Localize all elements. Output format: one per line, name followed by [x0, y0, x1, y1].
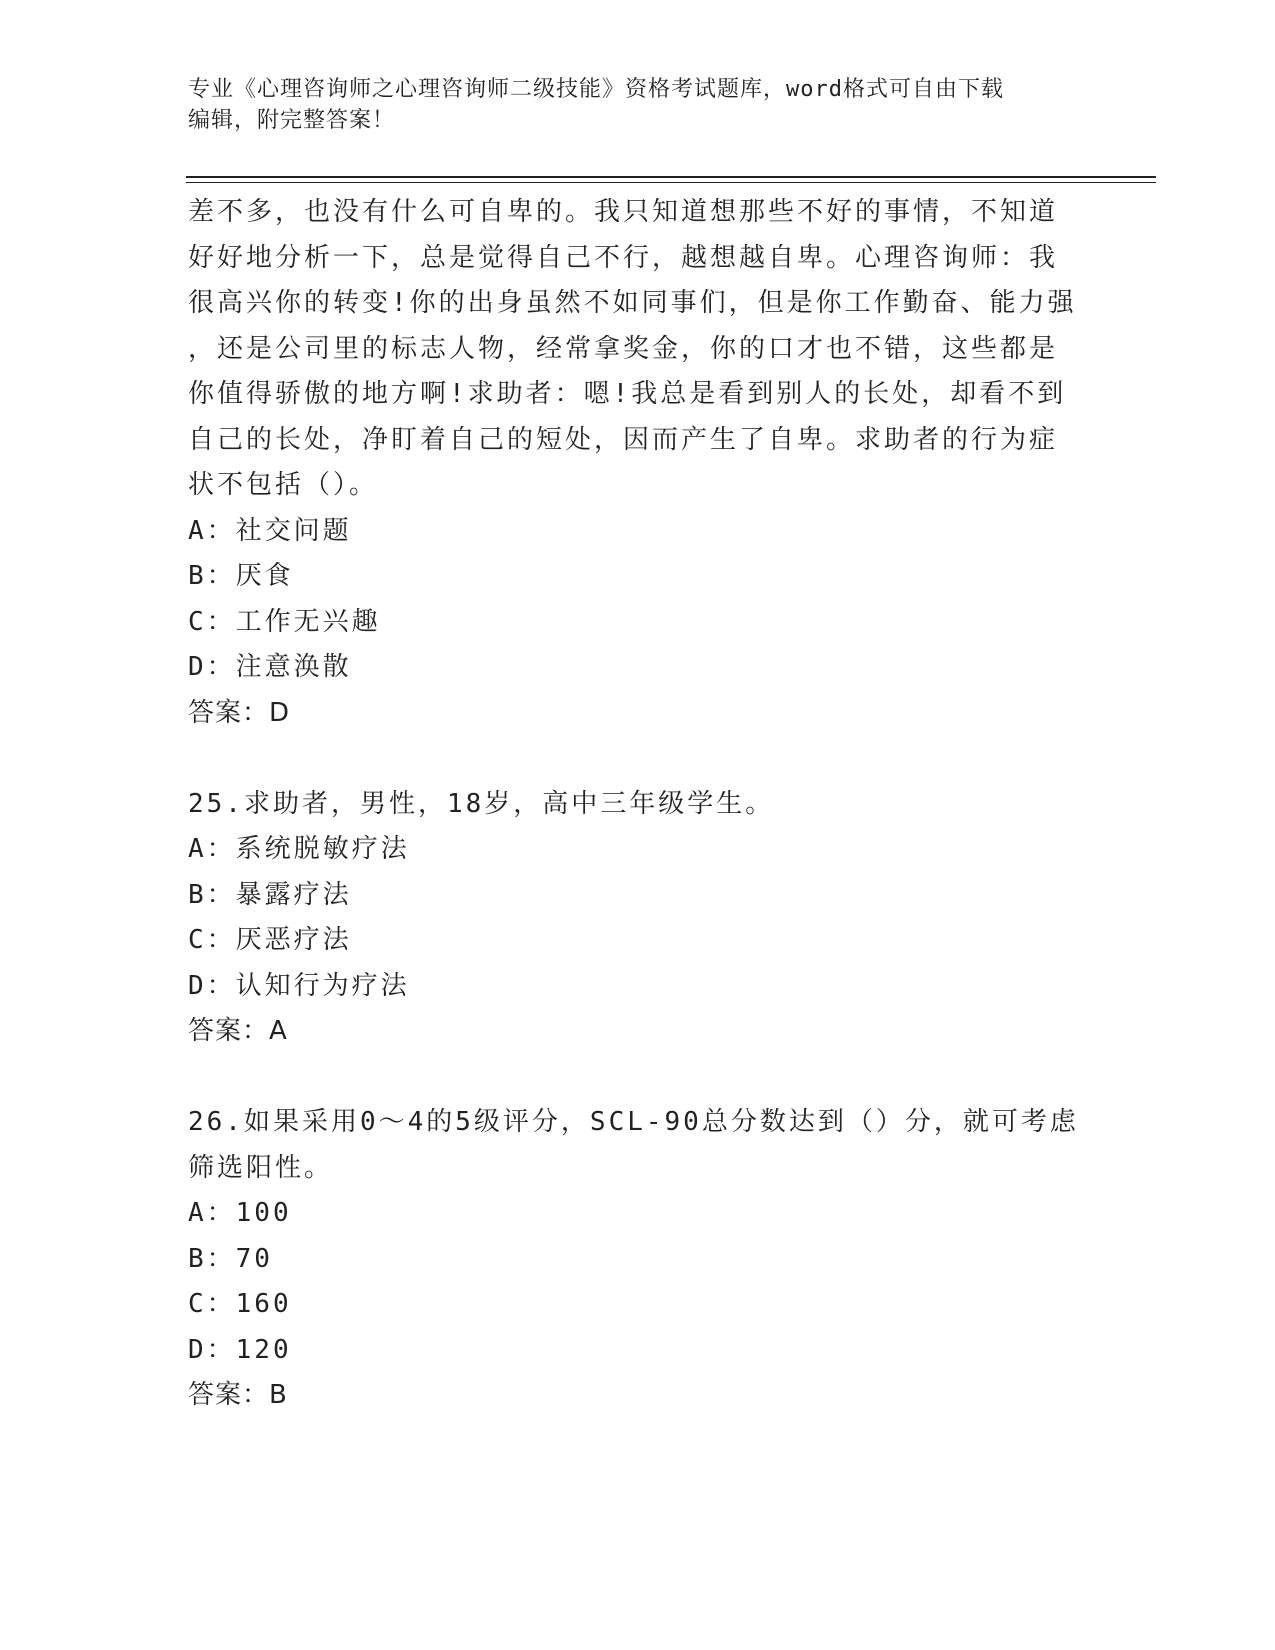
option-b: B：暴露疗法: [188, 879, 352, 910]
option-b: B：厌食: [188, 561, 294, 591]
question-stem-line: 26.如果采用0～4的5级评分，SCL-90总分数达到（）分，就可考虑: [188, 1107, 1079, 1137]
question-24-continuation: [188, 190, 1088, 736]
header-divider-thick: [186, 176, 1156, 178]
question-stem-line: 好好地分析一下，总是觉得自己不行，越想越自卑。心理咨询师：我: [188, 242, 1059, 273]
answer-line: 答案：D: [188, 697, 291, 728]
option-a: A：系统脱敏疗法: [188, 834, 410, 864]
option-d: D：注意涣散: [188, 652, 352, 682]
question-stem-line: 很高兴你的转变!你的出身虽然不如同事们，但是你工作勤奋、能力强: [188, 288, 1077, 318]
option-a: A：社交问题: [188, 515, 352, 546]
question-26: [188, 1100, 1088, 1419]
question-stem-line: 25.求助者，男性，18岁，高中三年级学生。: [188, 788, 775, 819]
question-stem-line: 自己的长处，净盯着自己的短处，因而产生了自卑。求助者的行为症: [188, 424, 1059, 455]
document-header: [188, 74, 1088, 136]
option-d: D：120: [188, 1334, 292, 1365]
question-stem-line: 筛选阳性。: [188, 1152, 334, 1183]
question-stem-line: ，还是公司里的标志人物，经常拿奖金，你的口才也不错，这些都是: [188, 333, 1059, 364]
header-divider-thin: [186, 182, 1156, 183]
option-c: C：工作无兴趣: [188, 606, 381, 637]
question-stem-line: 你值得骄傲的地方啊!求助者：嗯!我总是看到别人的长处，却看不到: [188, 379, 1067, 409]
option-b: B：70: [188, 1243, 273, 1274]
question-stem-line: 差不多，也没有什么可自卑的。我只知道想那些不好的事情，不知道: [188, 197, 1059, 227]
document-body: [188, 190, 1088, 1419]
option-a: A：100: [188, 1198, 292, 1228]
spacer: [188, 736, 1088, 782]
option-c: C：160: [188, 1289, 292, 1319]
question-25: [188, 782, 1088, 1055]
spacer: [188, 1055, 1088, 1101]
option-d: D：认知行为疗法: [188, 970, 410, 1001]
answer-line: 答案：B: [188, 1380, 288, 1410]
question-stem-line: 状不包括（）。: [188, 470, 379, 500]
answer-line: 答案：A: [188, 1016, 288, 1046]
header-line: 编辑，附完整答案！: [188, 108, 396, 133]
option-c: C：厌恶疗法: [188, 925, 352, 955]
header-line: 专业《心理咨询师之心理咨询师二级技能》资格考试题库，word格式可自由下载: [188, 77, 1004, 102]
